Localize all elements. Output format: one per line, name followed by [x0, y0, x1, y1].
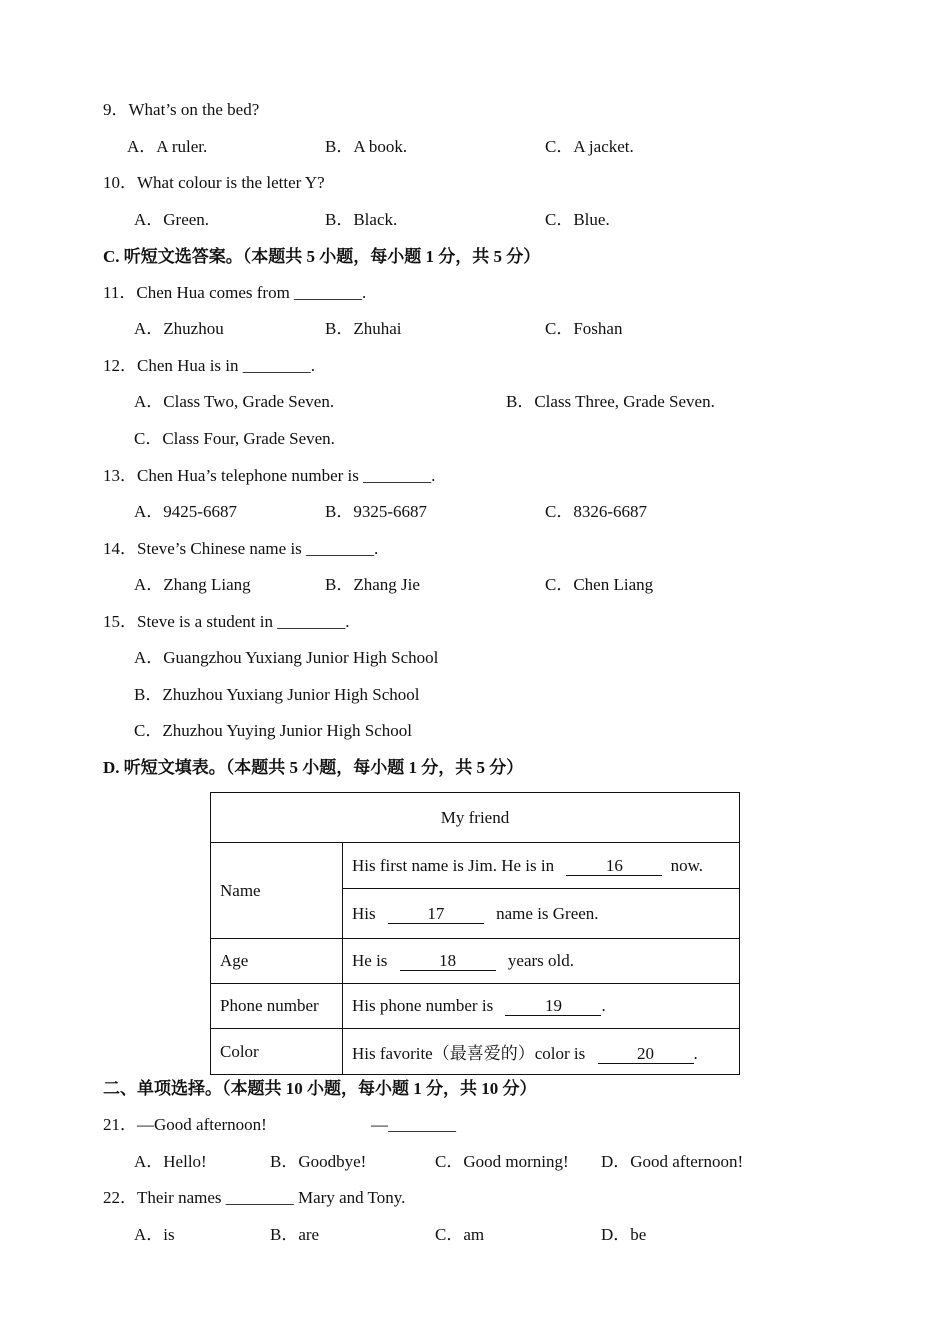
age-label: Age	[211, 939, 343, 984]
question-21-reply: —________	[371, 1115, 456, 1134]
q11-option-b[interactable]: B．Zhuhai	[325, 319, 402, 338]
q11-option-c[interactable]: C．Foshan	[545, 319, 623, 338]
phone-text: His phone number is	[352, 996, 494, 1015]
name-label: Name	[211, 843, 343, 939]
question-21-stem: 21．—Good afternoon!	[103, 1115, 267, 1134]
q21-option-d[interactable]: D．Good afternoon!	[601, 1152, 744, 1171]
q22-option-a[interactable]: A．is	[134, 1225, 175, 1244]
table-title: My friend	[211, 793, 740, 843]
q12-option-b[interactable]: B．Class Three, Grade Seven.	[506, 392, 715, 411]
phone-row	[343, 984, 740, 1029]
q13-option-b[interactable]: B．9325-6687	[325, 502, 427, 521]
blank-20[interactable]: 20	[598, 1045, 694, 1064]
q13-option-c[interactable]: C．8326-6687	[545, 502, 647, 521]
blank-16[interactable]: 16	[566, 857, 662, 876]
table-row	[211, 843, 740, 889]
question-15-stem: 15．Steve is a student in ________.	[103, 612, 350, 631]
row2-after: name is Green.	[496, 903, 599, 923]
age-text: He is	[352, 951, 388, 970]
color-after: .	[693, 1044, 698, 1063]
color-text: His favorite（最喜爱的）color is	[352, 1044, 586, 1063]
q21-option-a[interactable]: A．Hello!	[134, 1152, 207, 1171]
q11-option-a[interactable]: A．Zhuzhou	[134, 319, 224, 338]
age-row	[343, 939, 740, 984]
row1-after: now.	[670, 855, 704, 875]
color-row	[343, 1029, 740, 1075]
question-11-stem: 11．Chen Hua comes from ________.	[103, 283, 367, 302]
name-row-2	[343, 889, 740, 939]
q10-option-c[interactable]: C．Blue.	[545, 210, 610, 229]
color-label: Color	[211, 1029, 343, 1075]
phone-after: .	[601, 996, 606, 1015]
q10-option-b[interactable]: B．Black.	[325, 210, 398, 229]
q9-option-a[interactable]: A．A ruler.	[127, 137, 208, 156]
table-row	[211, 984, 740, 1029]
table-row	[211, 939, 740, 984]
question-12-stem: 12．Chen Hua is in ________.	[103, 356, 316, 375]
q15-option-b[interactable]: B．Zhuzhou Yuxiang Junior High School	[134, 685, 420, 704]
blank-17[interactable]: 17	[388, 905, 484, 924]
q15-option-a[interactable]: A．Guangzhou Yuxiang Junior High School	[134, 648, 439, 667]
name-row-1	[343, 843, 740, 889]
phone-label: Phone number	[211, 984, 343, 1029]
q21-option-c[interactable]: C．Good morning!	[435, 1152, 569, 1171]
question-14-stem: 14．Steve’s Chinese name is ________.	[103, 539, 379, 558]
question-13-stem: 13．Chen Hua’s telephone number is ________.	[103, 466, 436, 485]
q22-option-b[interactable]: B．are	[270, 1225, 320, 1244]
q14-option-b[interactable]: B．Zhang Jie	[325, 575, 420, 594]
row1-text: His first name is Jim. He is in	[352, 855, 555, 875]
question-22-stem: 22．Their names ________ Mary and Tony.	[103, 1188, 406, 1207]
q22-option-c[interactable]: C．am	[435, 1225, 485, 1244]
row2-text: His	[352, 903, 376, 923]
q21-option-b[interactable]: B．Goodbye!	[270, 1152, 367, 1171]
q22-option-d[interactable]: D．be	[601, 1225, 647, 1244]
q10-option-a[interactable]: A．Green.	[134, 210, 210, 229]
section-d-heading: D. 听短文填表。（本题共 5 小题，每小题 1 分，共 5 分）	[103, 758, 524, 777]
q12-option-c[interactable]: C．Class Four, Grade Seven.	[134, 429, 335, 448]
blank-19[interactable]: 19	[505, 997, 601, 1016]
blank-18[interactable]: 18	[400, 952, 496, 971]
section-2-heading: 二、单项选择。（本题共 10 小题，每小题 1 分，共 10 分）	[103, 1079, 537, 1098]
question-9-stem: 9．What’s on the bed?	[103, 100, 260, 119]
q15-option-c[interactable]: C．Zhuzhou Yuying Junior High School	[134, 721, 412, 740]
age-after: years old.	[507, 951, 575, 970]
q13-option-a[interactable]: A．9425-6687	[134, 502, 237, 521]
section-c-heading: C. 听短文选答案。（本题共 5 小题，每小题 1 分，共 5 分）	[103, 247, 541, 266]
q9-option-c[interactable]: C．A jacket.	[545, 137, 634, 156]
q14-option-a[interactable]: A．Zhang Liang	[134, 575, 251, 594]
q14-option-c[interactable]: C．Chen Liang	[545, 575, 654, 594]
my-friend-table	[210, 792, 740, 1075]
table-row	[211, 793, 740, 843]
q9-option-b[interactable]: B．A book.	[325, 137, 408, 156]
q12-option-a[interactable]: A．Class Two, Grade Seven.	[134, 392, 335, 411]
table-row	[211, 1029, 740, 1075]
question-10-stem: 10．What colour is the letter Y?	[103, 173, 325, 192]
